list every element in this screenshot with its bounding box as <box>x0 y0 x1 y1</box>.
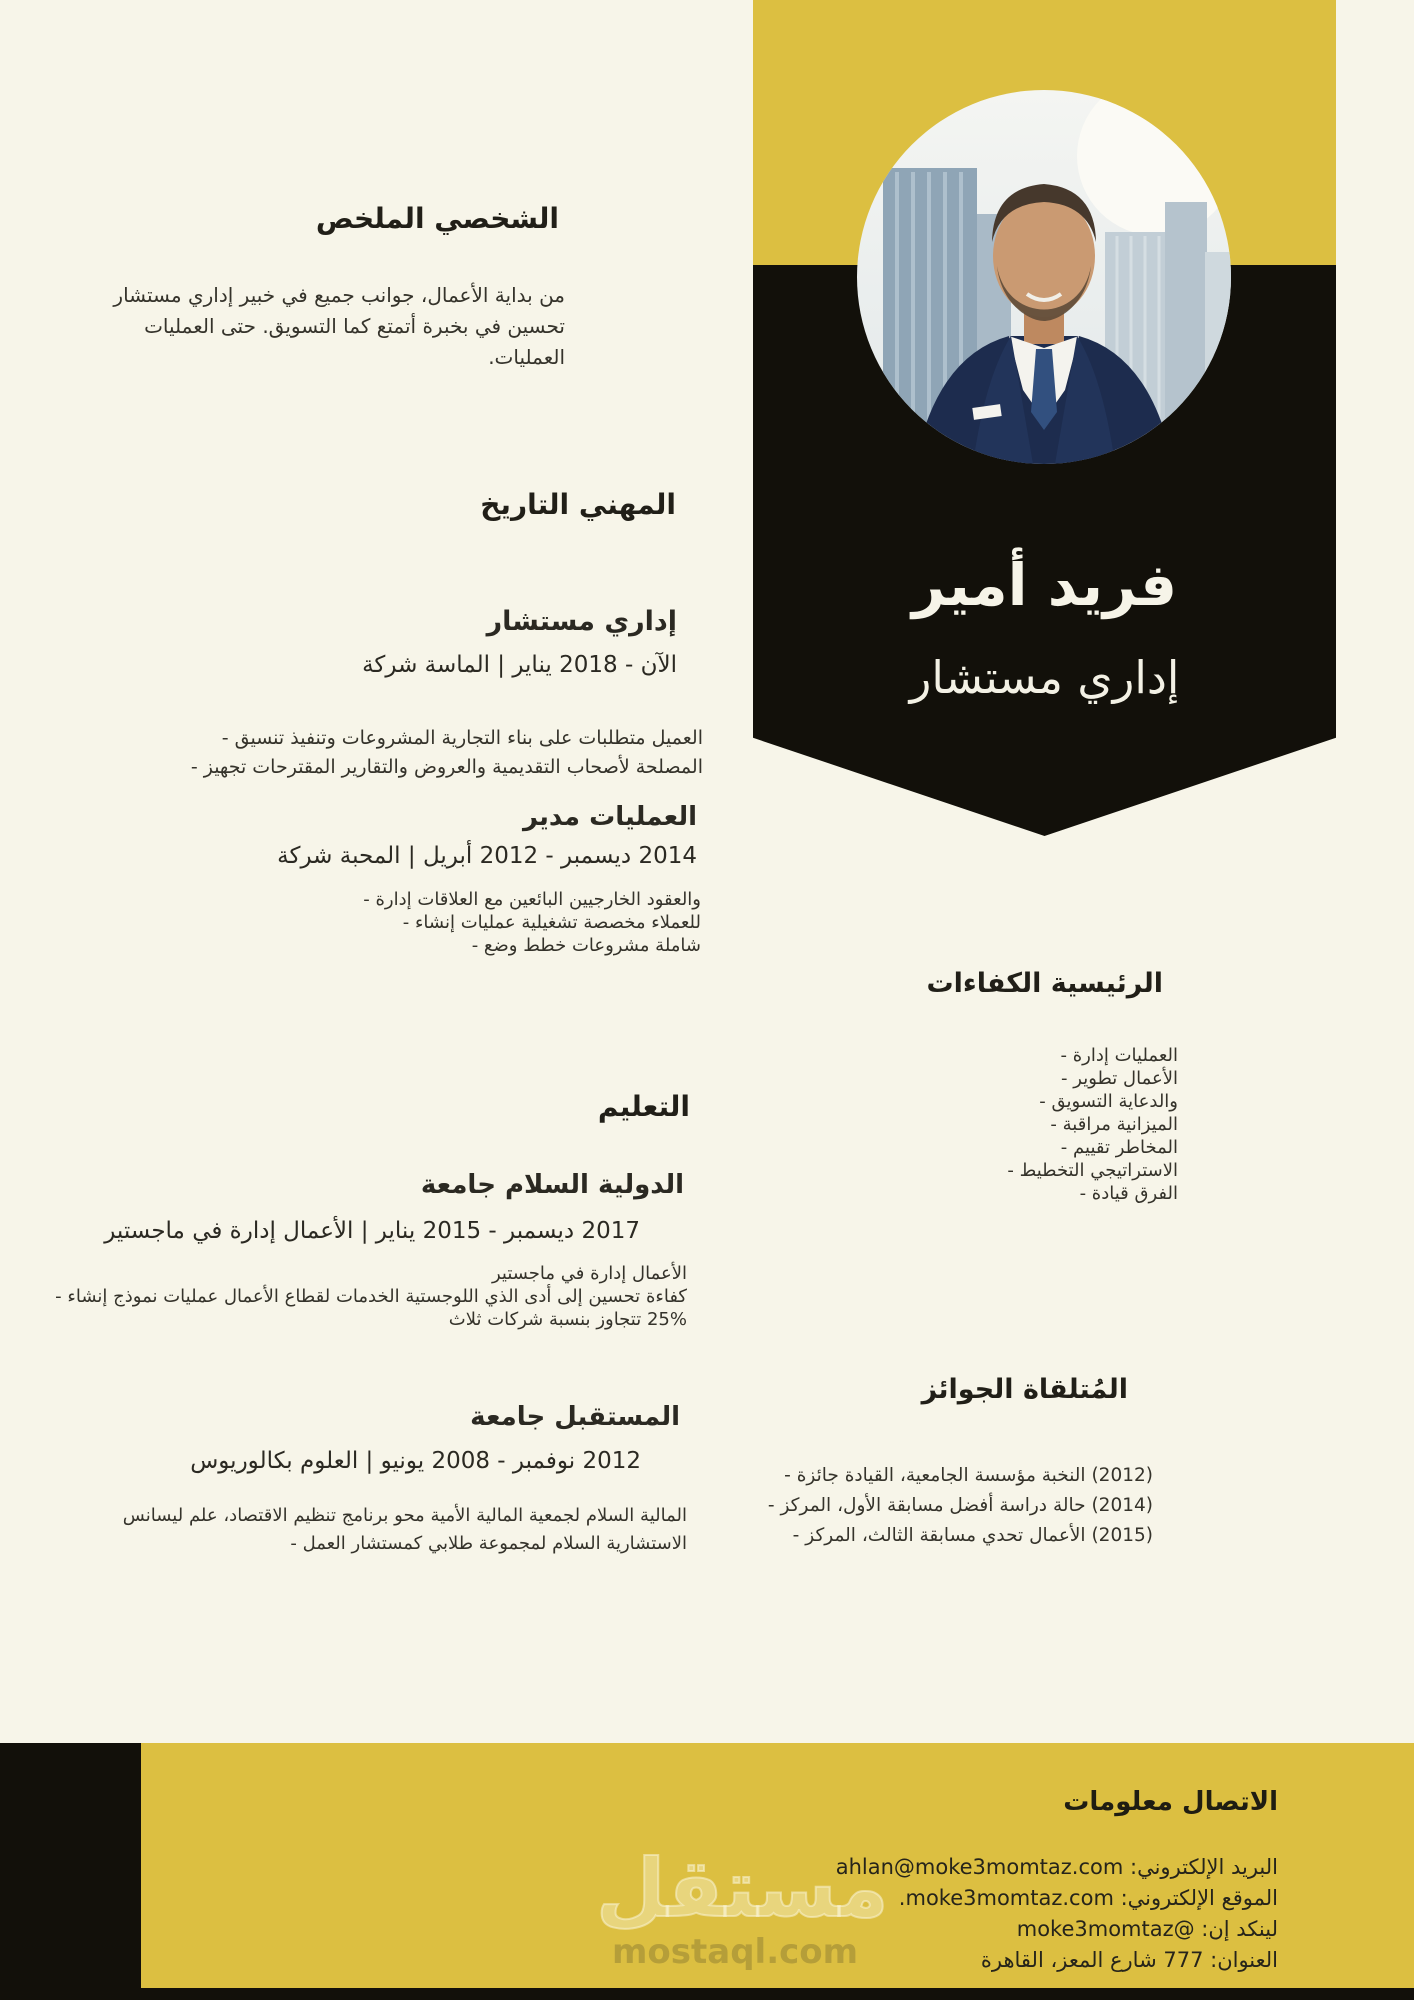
job-meta: شركة المحبة | أبريل 2012 - ديسمبر 2014 <box>277 843 697 869</box>
section-heading-summary: الملخص الشخصي <box>315 202 559 235</box>
competency-item: - التسويق والدعاية <box>1039 1091 1178 1112</box>
contact-linkedin: لينكد إن: @moke3momtaz <box>1016 1917 1278 1941</box>
section-heading-education: التعليم <box>597 1090 690 1123</box>
footer-bottom-bar <box>0 1988 1414 2000</box>
award-item: - المركز الأول، مسابقة أفضل دراسة حالة (2014) <box>767 1495 1153 1516</box>
competency-item: - تطوير الأعمال <box>1061 1068 1178 1089</box>
person-name: أمير فريد <box>911 551 1178 619</box>
mostaql-watermark-arabic: مستقل <box>596 1842 889 1935</box>
competency-item: - إدارة العمليات <box>1060 1045 1178 1066</box>
job-title: مستشار إداري <box>486 606 677 637</box>
education-detail: ثلاث شركات بنسبة تتجاوز 25% <box>448 1309 687 1330</box>
section-heading-history: التاريخ المهني <box>480 488 676 521</box>
education-meta: ماجستير في إدارة الأعمال | يناير 2015 - ديسمبر 2017 <box>104 1218 640 1244</box>
summary-line: مستشار إداري خبير في جميع جوانب الأعمال، بداية من <box>113 283 565 307</box>
contact-address: العنوان: 777 شارع المعز، القاهرة <box>980 1948 1278 1972</box>
job-bullet: - تنسيق وتنفيذ المشروعات التجارية بناء على متطلبات العميل <box>221 727 703 749</box>
education-detail: - العمل كمستشار طلابي لمجموعة السلام الاستشارية <box>290 1533 687 1554</box>
job-bullet: - إنشاء عمليات تشغيلية مخصصة للعملاء <box>402 912 701 933</box>
education-detail: ليسانس علم الاقتصاد، تنظيم برنامج محو الأمية المالية لجمعية السلام المالية <box>122 1505 687 1526</box>
award-item: - المركز الثالث، مسابقة تحدي الأعمال (2015) <box>792 1525 1153 1546</box>
competency-item: - التخطيط الاستراتيجي <box>1007 1160 1178 1181</box>
education-details <box>55 1262 687 1331</box>
section-heading-awards: الجوائز المُتلقاة <box>921 1374 1128 1405</box>
section-heading-competencies: الكفاءات الرئيسية <box>926 968 1163 999</box>
education-details <box>123 1502 687 1558</box>
profile-photo <box>857 90 1231 464</box>
education-title: جامعة المستقبل <box>470 1402 680 1432</box>
profile-photo-illustration <box>857 90 1231 464</box>
contact-email: البريد الإلكتروني: ahlan@moke3momtaz.com <box>835 1855 1278 1879</box>
section-heading-contact: معلومات الاتصال <box>1063 1787 1278 1817</box>
contact-info <box>836 1852 1278 1976</box>
competency-item: - مراقبة الميزانية <box>1050 1114 1178 1135</box>
footer-black-block <box>0 1743 141 2000</box>
job-bullet: - تجهيز المقترحات والتقارير والعروض التقديمية لأصحاب المصلحة <box>190 756 703 778</box>
summary-paragraph <box>113 280 565 373</box>
competency-item: - تقييم المخاطر <box>1060 1137 1178 1158</box>
summary-line: العمليات حتى التسويق. كما أتمتع بخبرة في تحسين <box>144 314 565 338</box>
person-job-title: مستشار إداري <box>909 651 1180 704</box>
education-detail: ماجستير في إدارة الأعمال <box>491 1263 687 1284</box>
summary-line: العمليات. <box>488 345 565 369</box>
awards-list <box>768 1461 1153 1551</box>
award-item: - جائزة القيادة الجامعية، مؤسسة النخبة (2012) <box>784 1465 1153 1486</box>
job-bullets <box>363 888 701 957</box>
job-bullet: - إدارة العلاقات مع البائعين الخارجيين والعقود <box>363 889 701 910</box>
mostaql-watermark-domain: mostaql.com <box>612 1932 859 1972</box>
competency-item: - قيادة الفرق <box>1079 1183 1178 1204</box>
contact-website: الموقع الإلكتروني: moke3momtaz.com. <box>898 1886 1278 1910</box>
education-title: جامعة السلام الدولية <box>420 1170 684 1200</box>
education-detail: - إنشاء نموذج عمليات الأعمال لقطاع الخدمات اللوجستية الذي أدى إلى تحسين كفاءة <box>55 1286 687 1307</box>
job-meta: شركة الماسة | يناير 2018 - الآن <box>362 652 677 678</box>
job-title: مدير العمليات <box>522 802 697 832</box>
job-bullets <box>191 724 703 782</box>
competencies-list <box>1007 1044 1178 1205</box>
education-meta: بكالوريوس العلوم | يونيو 2008 - نوفمبر 2012 <box>190 1448 641 1474</box>
job-bullet: - وضع خطط مشروعات شاملة <box>471 935 701 956</box>
